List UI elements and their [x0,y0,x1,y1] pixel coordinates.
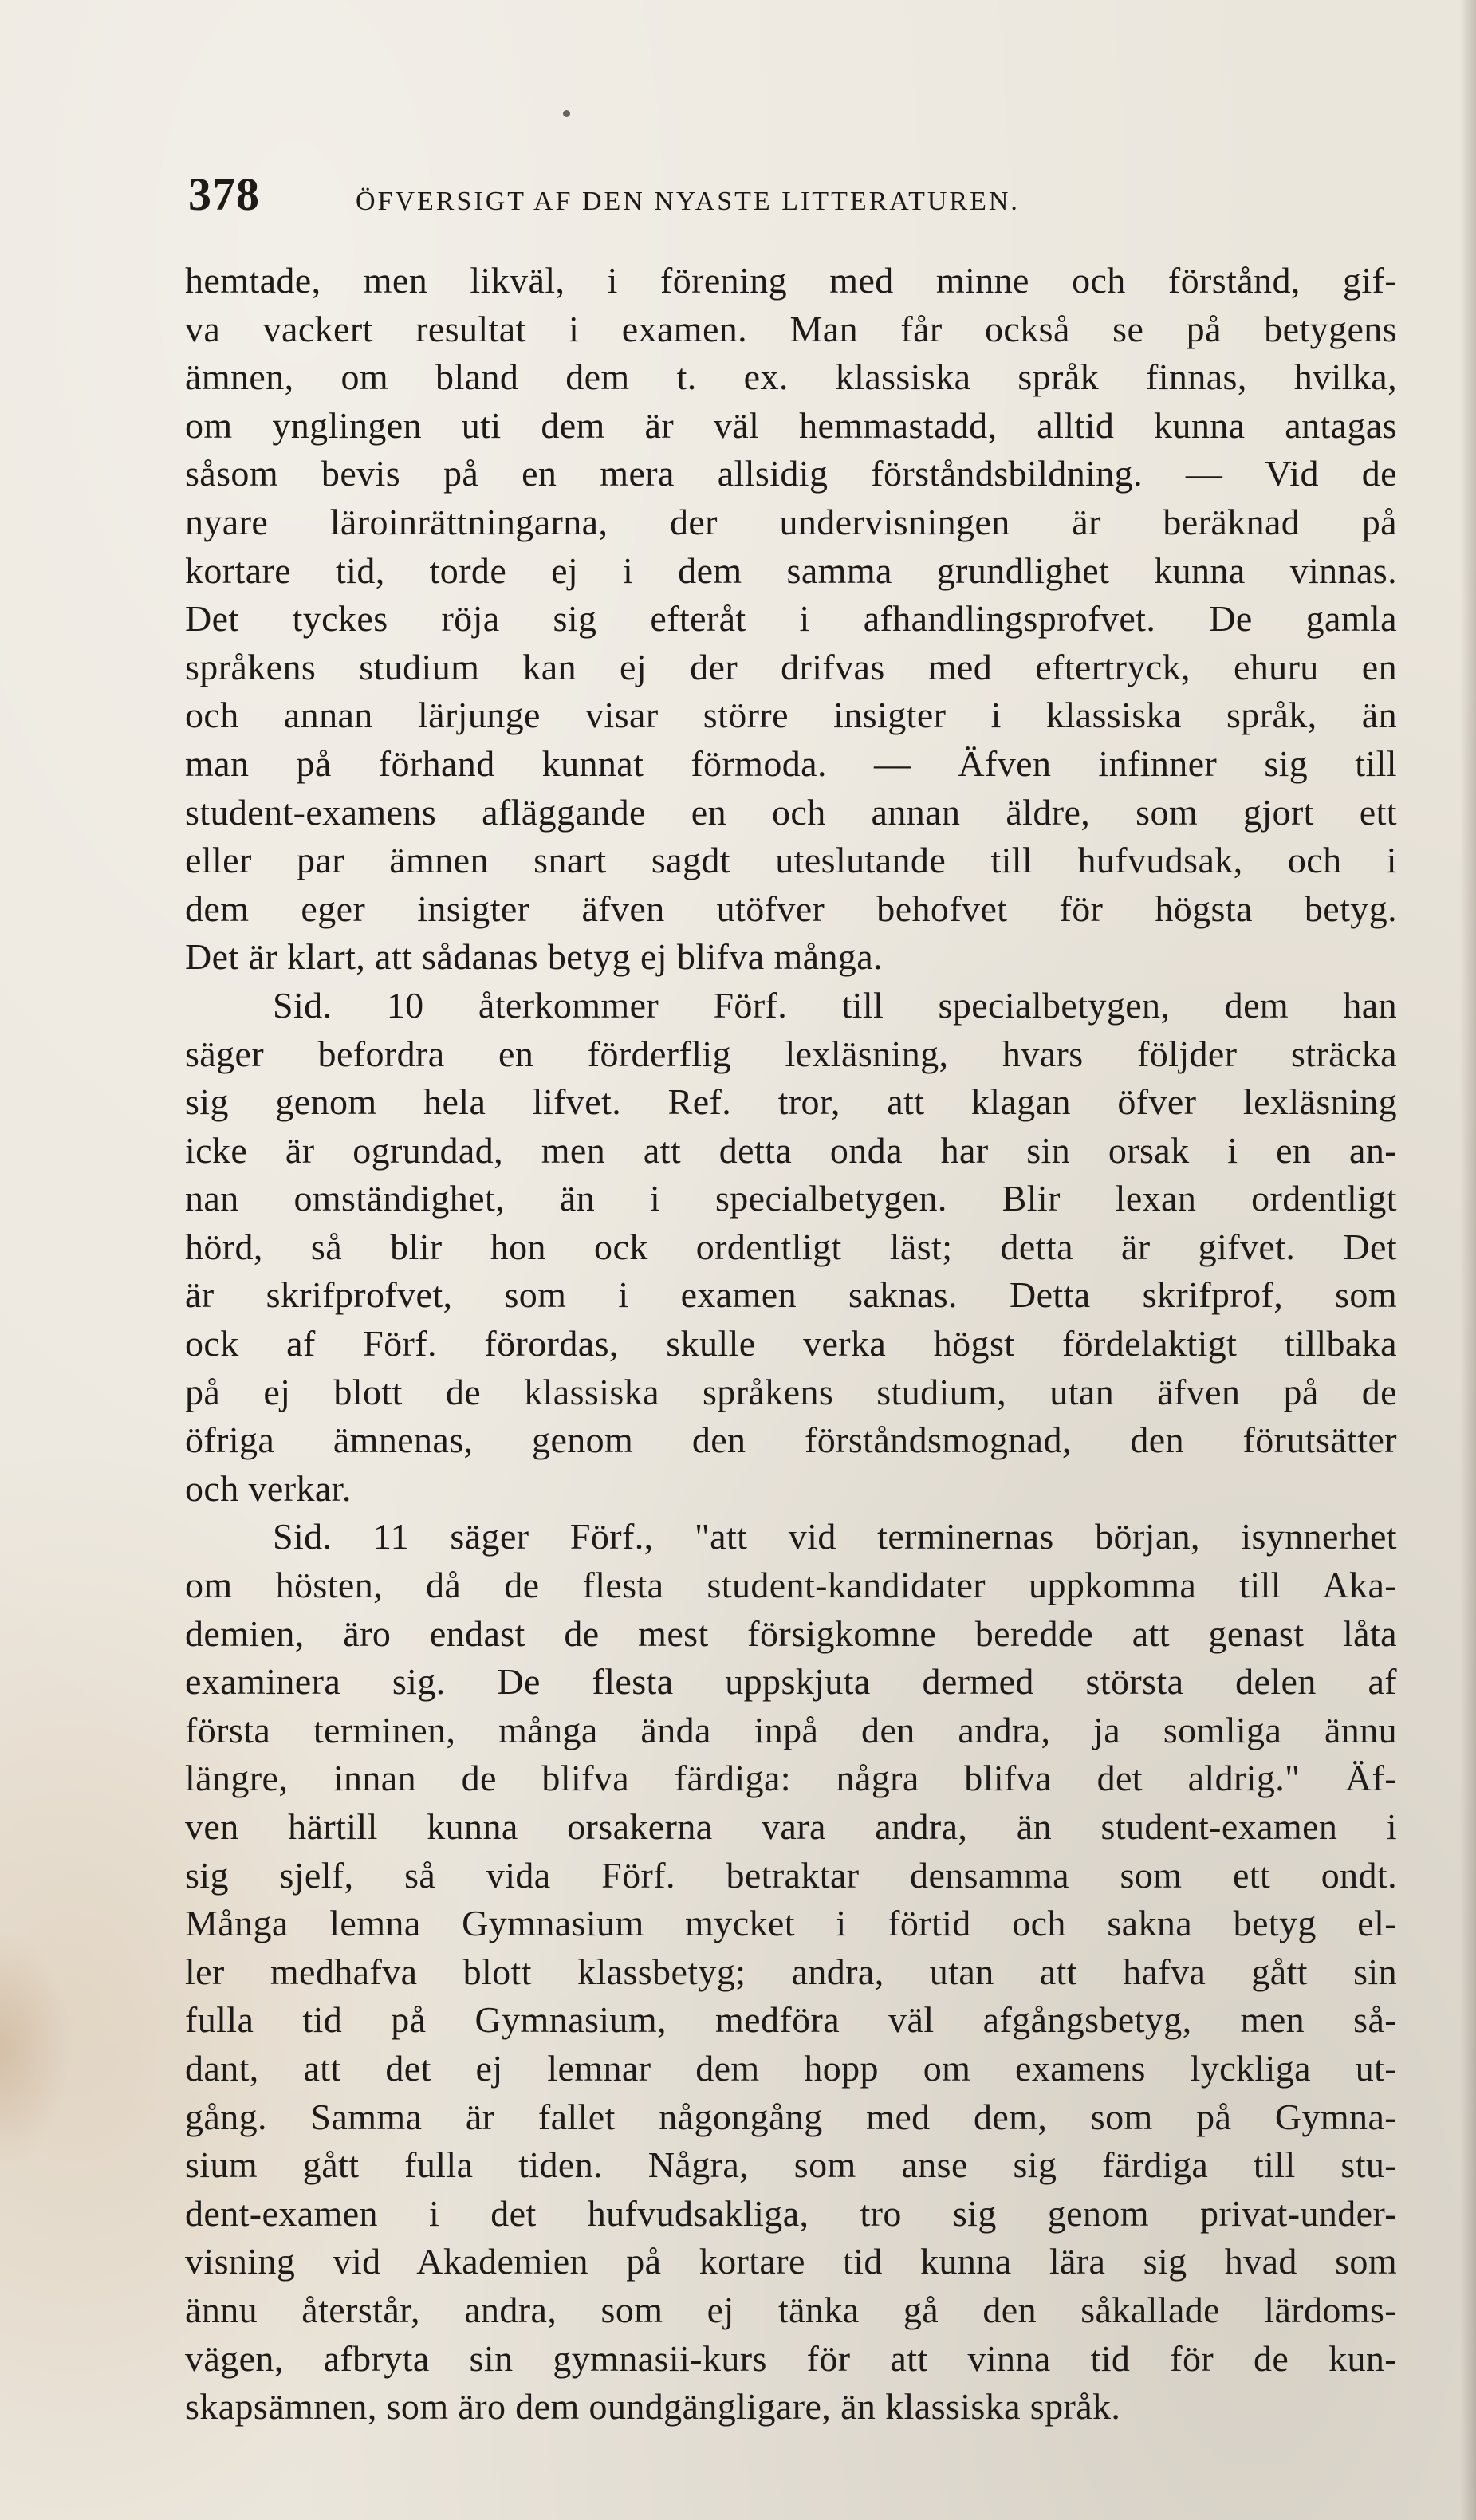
paragraph-end-line: och verkar. [185,1467,352,1509]
page-edge-shadow [1460,0,1476,2520]
text-line: om hösten, då de flesta student-kandidater uppkomma till Aka- [185,1565,1397,1606]
text-line: eller par ämnen snart sagdt uteslutande till hufvudsak, och i [185,840,1397,881]
text-line: Många lemna Gymnasium mycket i förtid och sakna betyg el- [185,1903,1397,1944]
text-line: är skrifprofvet, som i examen saknas. Detta skrifprof, som [185,1274,1397,1316]
text-line: demien, äro endast de mest försigkomne beredde att genast låta [185,1612,1397,1654]
body-text [185,257,1397,2431]
text-line: ock af Förf. förordas, skulle verka högst fördelaktigt tillbaka [185,1323,1397,1364]
text-line: sium gått fulla tiden. Några, som anse sig färdiga till stu- [185,2144,1397,2186]
text-line: dant, att det ej lemnar dem hopp om examens lyckliga ut- [185,2047,1397,2089]
text-line: man på förhand kunnat förmoda. — Äfven infinner sig till [185,742,1397,784]
text-line: visning vid Akademien på kortare tid kunna lära sig hvad som [185,2241,1397,2282]
text-line: längre, innan de blifva färdiga: några blifva det aldrig." Äf- [185,1758,1397,1799]
text-line: gång. Samma är fallet någongång med dem, som på Gymna- [185,2096,1397,2137]
text-line: första terminen, många ända inpå den andra, ja somliga ännu [185,1709,1397,1750]
text-line: ven härtill kunna orsakerna vara andra, än student-examen i [185,1806,1397,1847]
text-line: examinera sig. De flesta uppskjuta dermed största delen af [185,1661,1397,1703]
text-line: kortare tid, torde ej i dem samma grundlighet kunna vinnas. [185,549,1397,591]
text-line: ännu återstår, andra, som ej tänka gå den såkallade lärdoms- [185,2289,1397,2330]
text-line: språkens studium kan ej der drifvas med eftertryck, ehuru en [185,646,1397,687]
text-line: ämnen, om bland dem t. ex. klassiska språk finnas, hvilka, [185,356,1397,398]
text-line: fulla tid på Gymnasium, medföra väl afgångsbetyg, men så- [185,1999,1397,2041]
text-line: va vackert resultat i examen. Man får också se på betygens [185,308,1397,349]
text-line: nan omständighet, än i specialbetygen. Blir lexan ordentligt [185,1178,1397,1219]
text-line: och annan lärjunge visar större insigter i klassiska språk, än [185,695,1397,736]
text-line: skapsämnen, som äro dem oundgängligare, än klassiska språk. [185,2386,1121,2427]
text-line: vägen, afbryta sin gymnasii-kurs för att vinna tid för de kun- [185,2337,1397,2379]
text-line: sig genom hela lifvet. Ref. tror, att klagan öfver lexläsning [185,1081,1397,1123]
paragraph-start-line: Sid. 10 återkommer Förf. till specialbetygen, dem han [273,984,1397,1026]
text-line: såsom bevis på en mera allsidig förståndsbildning. — Vid de [185,453,1397,494]
text-line: sig sjelf, så vida Förf. betraktar densamma som ett ondt. [185,1854,1397,1896]
text-line: öfriga ämnenas, genom den förståndsmognad, den förutsätter [185,1419,1397,1461]
text-line: dem eger insigter äfven utöfver behofvet för högsta betyg. [185,888,1397,929]
running-head [188,167,1384,223]
text-line: ler medhafva blott klassbetyg; andra, utan att hafva gått sin [185,1951,1397,1992]
text-line: dent-examen i det hufvudsakliga, tro sig genom privat-under- [185,2192,1397,2234]
paragraph-end-line: Det är klart, att sådanas betyg ej blifva många. [185,936,883,978]
text-line: icke är ogrundad, men att detta onda har sin orsak i en an- [185,1129,1397,1171]
text-line: om ynglingen uti dem är väl hemmastadd, alltid kunna antagas [185,404,1397,446]
text-line: hemtade, men likväl, i förening med minne och förstånd, gif- [185,260,1397,301]
paper-stain [0,1930,72,2169]
running-title: ÖFVERSIGT AF DEN NYASTE LITTERATUREN. [356,187,1020,216]
text-line: student-examens afläggande en och annan äldre, som gjort ett [185,791,1397,833]
ink-speck [563,110,570,117]
page-number: 378 [188,168,260,220]
text-line: nyare läroinrättningarna, der undervisningen är beräknad på [185,501,1397,542]
paragraph-start-line: Sid. 11 säger Förf., "att vid terminernas början, isynnerhet [273,1516,1397,1557]
text-line: Det tyckes röja sig efteråt i afhandlingsprofvet. De gamla [185,598,1397,640]
text-line: säger befordra en förderflig lexläsning, hvars följder sträcka [185,1033,1397,1074]
text-line: på ej blott de klassiska språkens studium, utan äfven på de [185,1371,1397,1412]
text-line: hörd, så blir hon ock ordentligt läst; detta är gifvet. Det [185,1226,1397,1267]
